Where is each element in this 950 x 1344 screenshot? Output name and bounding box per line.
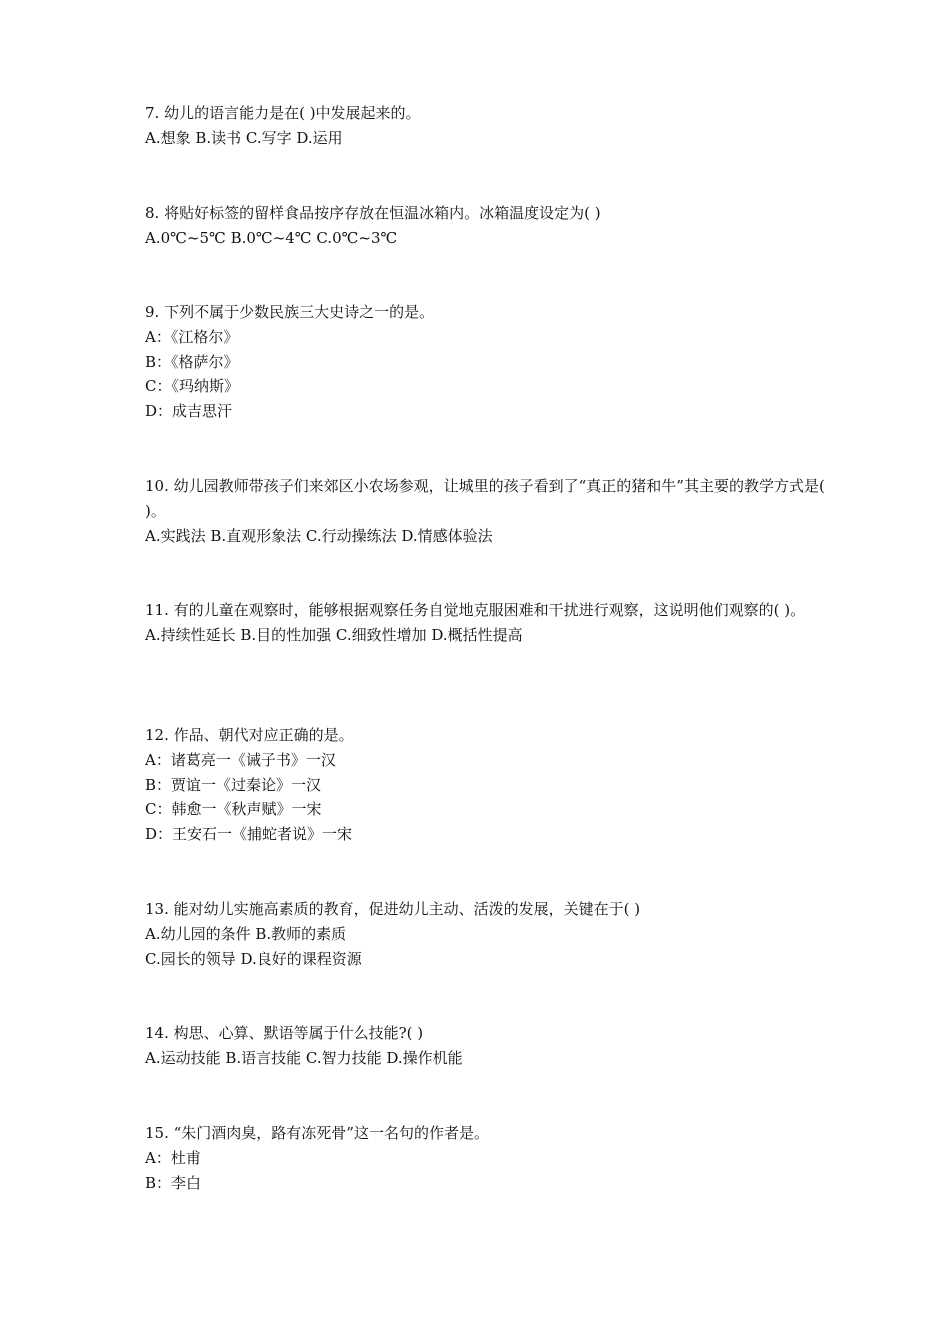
answer-option-c: C：《玛纳斯》 <box>145 377 239 396</box>
answer-options: A.运动技能 B.语言技能 C.智力技能 D.操作机能 <box>145 1048 463 1067</box>
answer-option-a: A：诸葛亮一《诫子书》一汉 <box>145 750 336 769</box>
question-text: 9. 下列不属于少数民族三大史诗之一的是。 <box>145 303 435 321</box>
question-13 <box>145 897 825 971</box>
answer-options: A.实践法 B.直观形象法 C.行动操练法 D.情感体验法 <box>145 526 493 545</box>
answer-option-d: D：王安石一《捕蛇者说》一宋 <box>145 825 353 844</box>
answer-options: C.园长的领导 D.良好的课程资源 <box>145 949 362 968</box>
answer-options: A.幼儿园的条件 B.教师的素质 <box>145 924 347 943</box>
question-8 <box>145 201 825 251</box>
question-text: 12. 作品、朝代对应正确的是。 <box>145 726 354 744</box>
answer-option-b: B：李白 <box>145 1173 202 1192</box>
question-text: 14. 构思、心算、默语等属于什么技能?( ) <box>145 1024 424 1042</box>
question-text: 10. 幼儿园教师带孩子们来郊区小农场参观，让城里的孩子看到了“真正的猪和牛”其主要的教学方式是( )。 <box>145 477 825 520</box>
question-text: 8. 将贴好标签的留样食品按序存放在恒温冰箱内。冰箱温度设定为( ) <box>145 204 601 222</box>
question-11 <box>145 598 825 648</box>
question-15 <box>145 1121 825 1195</box>
question-text: 15. “朱门酒肉臭，路有冻死骨”这一名句的作者是。 <box>145 1124 489 1142</box>
question-text: 7. 幼儿的语言能力是在( )中发展起来的。 <box>145 104 421 122</box>
question-10 <box>145 474 825 548</box>
question-12 <box>145 723 825 847</box>
answer-option-b: B：《格萨尔》 <box>145 352 239 371</box>
answer-option-a: A：《江格尔》 <box>145 327 239 346</box>
question-text: 11. 有的儿童在观察时，能够根据观察任务自觉地克服困难和干扰进行观察，这说明他们观察的( )。 <box>145 601 806 619</box>
answer-option-b: B：贾谊一《过秦论》一汉 <box>145 775 322 794</box>
answer-option-c: C：韩愈一《秋声赋》一宋 <box>145 800 322 819</box>
question-text: 13. 能对幼儿实施高素质的教育，促进幼儿主动、活泼的发展，关键在于( ) <box>145 900 641 918</box>
answer-options: A.0℃~5℃ B.0℃~4℃ C.0℃~3℃ <box>145 228 398 247</box>
answer-options: A.持续性延长 B.目的性加强 C.细致性增加 D.概括性提高 <box>145 625 523 644</box>
question-9 <box>145 300 825 424</box>
answer-options: A.想象 B.读书 C.写字 D.运用 <box>145 128 343 147</box>
answer-option-a: A：杜甫 <box>145 1148 201 1167</box>
answer-option-d: D：成吉思汗 <box>145 402 233 421</box>
question-7 <box>145 101 825 151</box>
question-14 <box>145 1021 825 1071</box>
